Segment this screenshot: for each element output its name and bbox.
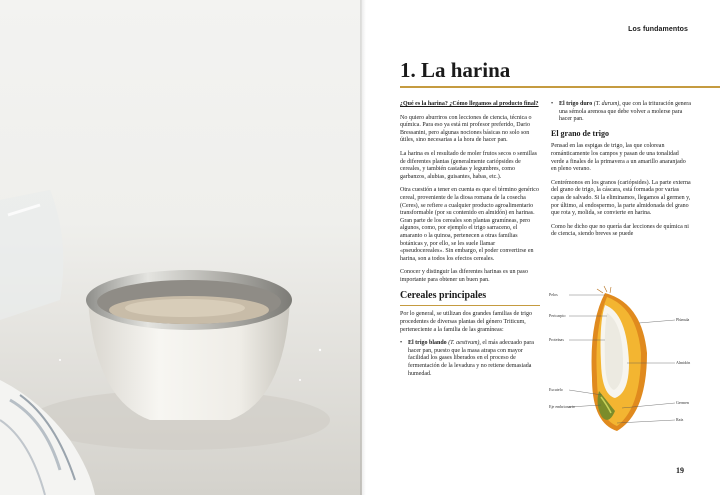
closing-paragraph: Conocer y distinguir las diferentes harinas es un paso importante para obtener un buen pan. [400, 269, 528, 283]
label-eje-embrionario: Eje embrionario [549, 404, 575, 409]
label-almidon: Almidón [676, 360, 691, 365]
bullet-soft-wheat [400, 340, 540, 378]
label-escutelo: Escutelo [549, 387, 563, 392]
bullet-text: , el más adecuado para hacer pan, puesto que la masa atrapa con mayor facilidad los gases liberados en el proceso de fermentación de la levadura y no retiene demasiada humedad. [408, 340, 534, 377]
bullet-durum-wheat [551, 101, 691, 124]
page-title: 1. La harina [400, 58, 511, 82]
bullet-latin: (T. durum) [593, 101, 620, 107]
definition-paragraph: La harina es el resultado de moler frutos secos o semillas de diferentes plantas (generalmente cariópsides de cereales, y también castañas y legumbres, como garbanzos, alubias, guisantes, habas, etc.). [400, 150, 537, 180]
cereal-paragraph: Otra cuestión a tener en cuenta es que el término genérico cereal, proveniente de la diosa romana de la cosecha (Ceres), se refiere a cualquier producto agroalimentario transformable (por su contenido en almidón) en harinas. Gran parte de los cereales son plantas gramíneas, pero algunos, como, por ejemplo el trigo sarraceno, el amaranto o la quinoa, pertenecen a otras familias botánicas y, por ello, se les suele llamar «pseudocereales». Sin embargo, el poder convertirse en harina, son a todos los efectos cereales. [400, 187, 539, 262]
section-title: Cereales principales [400, 290, 540, 306]
label-plumula: Plúmula [676, 317, 690, 322]
page-number: 19 [676, 466, 684, 475]
grain-paragraph-2: Centrémonos en los granos (cariópsides). La parte externa del grano de trigo, la cáscara, está formada por varias capas de salvado. Si la eliminamos, llegamos al germen y, por último, al endospermo, la parte almidonada del grano que rota y, molida, se convierte en harina. [551, 179, 691, 217]
label-germen: Germen [676, 400, 689, 405]
left-column [400, 101, 540, 384]
grain-paragraph-3: Como he dicho que no quería dar lecciones de química ni de ciencia, siendo breves se puede [551, 223, 689, 238]
question-heading: ¿Qué es la harina? ¿Cómo llegamos al producto final? [400, 101, 539, 107]
label-pericarpio: Pericarpio [549, 313, 566, 318]
bullet-term: El trigo duro [559, 101, 593, 107]
grain-subtitle: El grano de trigo [551, 128, 609, 138]
intro-paragraph: No quiero aburriros con lecciones de ciencia, técnica o química. Para eso ya está mi profesor preferido, Dario Bressanini, pero algunas nociones básicas no solo son útiles, sino necesarias a la hora de hacer pan. [400, 114, 532, 144]
bullet-text: , que con la trituración genera una sémola arenosa que debe volver a molerse para hacer pan. [559, 101, 691, 123]
label-proteinas: Proteínas [549, 337, 564, 342]
label-raiz: Raíz [676, 417, 684, 422]
running-head: Los fundamentos [628, 26, 688, 33]
grain-paragraph-1: Pensad en las espigas de trigo, las que colorean románticamente los campos y pasan de una tonalidad verde a finales de la primavera a un amarillo anaranjado en pleno verano. [551, 143, 686, 173]
grain-hairs [597, 286, 611, 293]
bullet-term: El trigo blando [408, 340, 447, 347]
right-column [551, 101, 691, 245]
label-pelos: Pelos [549, 292, 558, 297]
wheat-grain-diagram [547, 283, 697, 433]
title-rule [400, 86, 720, 88]
section-intro: Por lo general, se utilizan dos grandes familias de trigo procedentes de diversas plantas del género Triticum, perteneciente a la familia de las gramíneas: [400, 311, 532, 333]
bullet-latin: (T. aestivum) [448, 340, 480, 347]
